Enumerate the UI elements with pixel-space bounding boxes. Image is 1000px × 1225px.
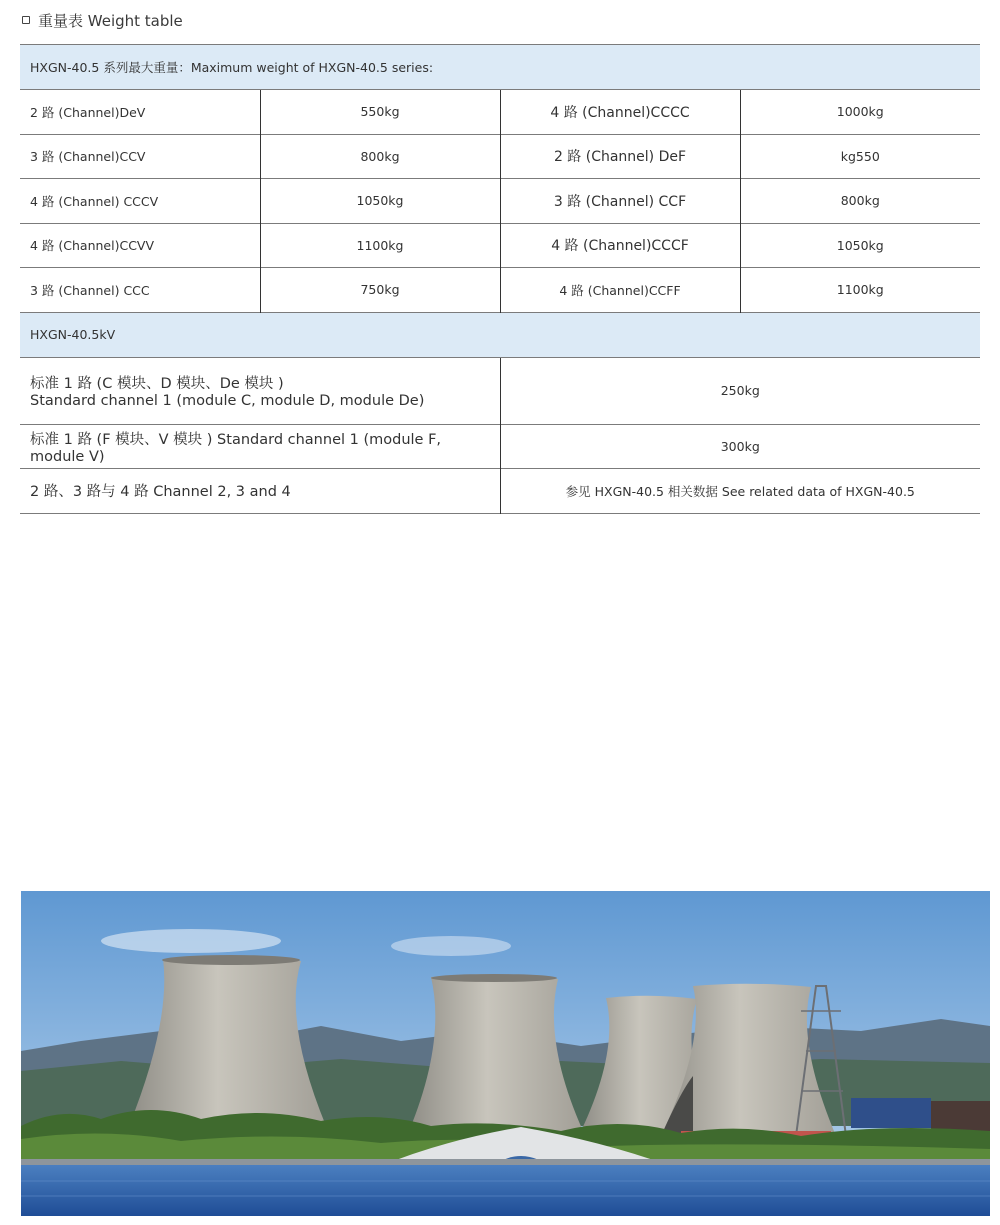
- row-label-en: Standard channel 1 (module C, module D, module De): [30, 393, 425, 409]
- row-label: [20, 357, 500, 424]
- row-value: 800kg: [260, 134, 500, 179]
- table-row: [20, 134, 980, 179]
- row-value: 250kg: [500, 357, 980, 424]
- table-row: [20, 223, 980, 268]
- row-label: 2 路 (Channel) DeF: [500, 134, 740, 179]
- cooling-towers-photo: [21, 891, 990, 1216]
- table-row: [20, 90, 980, 135]
- row-label: 3 路 (Channel) CCC: [20, 268, 260, 313]
- row-value: 参见 HXGN-40.5 相关数据 See related data of HXGN-40.5: [500, 469, 980, 514]
- row-label: 4 路 (Channel)CCCC: [500, 90, 740, 135]
- square-bullet-icon: [22, 16, 30, 24]
- row-label: 4 路 (Channel) CCCV: [20, 179, 260, 224]
- kv-header: HXGN-40.5kV: [20, 312, 980, 357]
- row-label: 3 路 (Channel) CCF: [500, 179, 740, 224]
- row-value: 800kg: [740, 179, 980, 224]
- row-value: 1050kg: [740, 223, 980, 268]
- section-heading: [22, 8, 183, 32]
- row-label: 2 路、3 路与 4 路 Channel 2, 3 and 4: [20, 469, 500, 514]
- row-value: 1100kg: [260, 223, 500, 268]
- row-value: 300kg: [500, 424, 980, 469]
- section-heading-text: 重量表 Weight table: [38, 11, 183, 30]
- weight-table: [20, 44, 980, 514]
- row-value: 1100kg: [740, 268, 980, 313]
- row-label: 4 路 (Channel)CCCF: [500, 223, 740, 268]
- table-row: [20, 268, 980, 313]
- row-value: 750kg: [260, 268, 500, 313]
- row-label-cn: 标准 1 路 (C 模块、D 模块、De 模块 ): [30, 376, 284, 392]
- series-header: HXGN-40.5 系列最大重量：Maximum weight of HXGN-40.5 series:: [20, 45, 980, 90]
- row-value: 1050kg: [260, 179, 500, 224]
- table-row: [20, 469, 980, 514]
- table-row: [20, 179, 980, 224]
- table-row: [20, 424, 980, 469]
- table-row: [20, 357, 980, 424]
- row-value: kg550: [740, 134, 980, 179]
- row-value: 1000kg: [740, 90, 980, 135]
- row-label: 2 路 (Channel)DeV: [20, 90, 260, 135]
- row-value: 550kg: [260, 90, 500, 135]
- row-label: 4 路 (Channel)CCFF: [500, 268, 740, 313]
- row-label: 4 路 (Channel)CCVV: [20, 223, 260, 268]
- row-label: 3 路 (Channel)CCV: [20, 134, 260, 179]
- row-label: 标准 1 路 (F 模块、V 模块 ) Standard channel 1 (module F, module V): [20, 424, 500, 469]
